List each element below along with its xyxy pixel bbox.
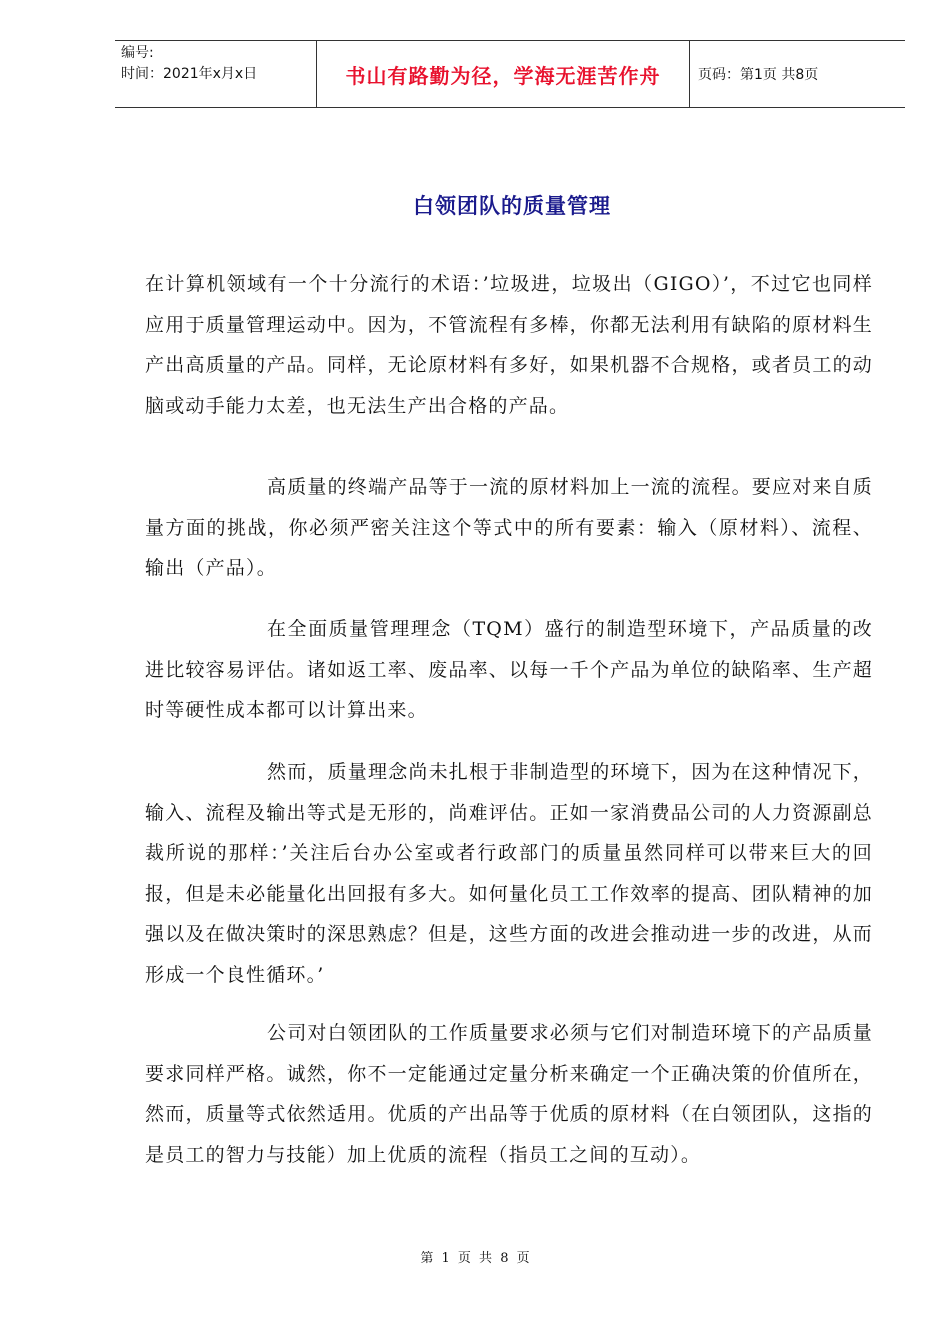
header-meta-cell xyxy=(115,41,317,107)
header-motto: 书山有路勤为径，学海无涯苦作舟 xyxy=(345,63,661,88)
paragraph-3: 在全面质量管理理念（TQM）盛行的制造型环境下，产品质量的改进比较容易评估。诸如返工率、废品率、以每一千个产品为单位的缺陷率、生产超时等硬性成本都可以计算出来。 xyxy=(145,618,873,721)
page-footer: 第 1 页 共 8 页 xyxy=(420,1251,530,1266)
paragraph-2: 高质量的终端产品等于一流的原材料加上一流的流程。要应对来自质量方面的挑战，你必须严密关注这个等式中的所有要素：输入（原材料）、流程、输出（产品）。 xyxy=(145,476,874,579)
document-time-label: 时间：2021年x月x日 xyxy=(121,66,258,82)
header-motto-cell xyxy=(317,41,690,107)
document-number-label: 编号: xyxy=(121,45,154,61)
document-title: 白领团队的质量管理 xyxy=(413,194,611,218)
paragraph-4: 然而，质量理念尚未扎根于非制造型的环境下，因为在这种情况下，输入、流程及输出等式是无形的，尚难评估。正如一家消费品公司的人力资源副总裁所说的那样：’关注后台办公室或者行政部门的质量虽然同样可以带来巨大的回报，但是未必能量化出回报有多大。如何量化员工工作效率的提高、团队精神的加强以及在做决策时的深思熟虑？但是，这些方面的改进会推动进一步的改进，从而形成一个良性循环。’ xyxy=(145,761,874,986)
header-page-info: 页码：第1页 共8页 xyxy=(698,67,819,83)
paragraph-5: 公司对白领团队的工作质量要求必须与它们对制造环境下的产品质量要求同样严格。诚然，你不一定能通过定量分析来确定一个正确决策的价值所在，然而，质量等式依然适用。优质的产出品等于优质的原材料（在白领团队，这指的是员工的智力与技能）加上优质的流程（指员工之间的互动）。 xyxy=(145,1022,874,1166)
header-table xyxy=(115,40,905,108)
paragraph-1: 在计算机领域有一个十分流行的术语：’垃圾进，垃圾出（GIGO）’，不过它也同样应用于质量管理运动中。因为，不管流程有多棒，你都无法利用有缺陷的原材料生产出高质量的产品。同样，无论原材料有多好，如果机器不合规格，或者员工的动脑或动手能力太差，也无法生产出合格的产品。 xyxy=(145,273,873,417)
header-page-cell xyxy=(690,41,905,107)
